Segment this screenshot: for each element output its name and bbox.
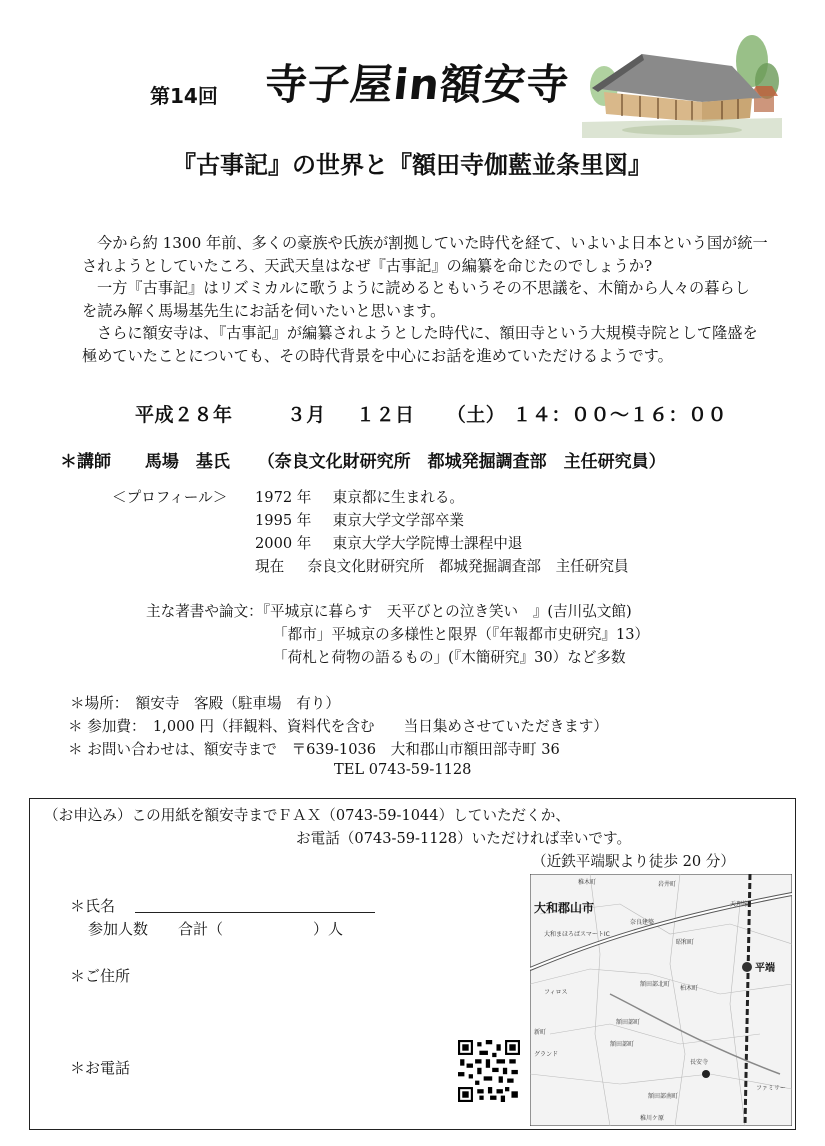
map-place-label: 額田部南町 (648, 1093, 679, 1100)
qr-code[interactable] (458, 1040, 520, 1102)
map-place-label: 長安寺 (690, 1059, 709, 1066)
map-place-label: 額田部北町 (640, 981, 671, 988)
fee-info: ＊ 参加費： 1,000 円（拝観料、資料代を含む 当日集めさせていただきます） (68, 718, 608, 735)
profile-row (255, 486, 464, 507)
page-title: 寺子屋in額安寺 (262, 60, 572, 109)
map-city-label: 大和郡山市 (534, 901, 595, 915)
contact-info: ＊ お問い合わせは、額安寺まで 〒639-1036 大和郡山市額田部寺町 36 (68, 741, 560, 758)
subtitle: 『古事記』の世界と『額田寺伽藍並条里図』 (172, 151, 652, 179)
work-item: 「荷札と荷物の語るもの」(『木簡研究』30）など多数 (273, 649, 626, 666)
work-item: 「都市」平城京の多様性と限界（『年報都市史研究』13） (273, 626, 650, 643)
profile-text: 奈良文化財研究所 都城発掘調査部 主任研究員 (307, 558, 629, 575)
date-weekday: （土） (446, 404, 506, 426)
map-place-label: 新町 (534, 1029, 547, 1036)
profile-text: 東京都に生まれる。 (332, 489, 465, 506)
intro-p3-line1: さらに額安寺は、『古事記』が編纂されようとした時代に、額田寺という大規模寺院として隆盛を (97, 324, 758, 342)
map-place-label: 稚木町 (578, 879, 597, 886)
intro-p2-line2: を読み解く馬場基先生にお話を伺いたいと思います。 (82, 301, 446, 320)
map-place-label: 天理線 (730, 901, 749, 908)
map-place-label: グランド (534, 1051, 559, 1058)
date-month: ３月 (286, 404, 326, 426)
lecturer-affiliation: （奈良文化財研究所 都城発掘調査部 主任研究員） (257, 452, 666, 472)
edition-label: 第14回 (150, 84, 218, 108)
intro-p1-line2: されようとしていたころ、天武天皇はなぜ『古事記』の編纂を命じたのでしょうか? (82, 256, 653, 275)
intro-p3-line2: 極めていたことについても、その時代背景を中心にお話を進めていただけるようです。 (82, 346, 673, 365)
map-place-label: 稚川ケ原 (640, 1115, 665, 1122)
phone-label: ＊お電話 (70, 1059, 131, 1077)
map-place-label: 昭和町 (676, 939, 695, 946)
map-place-label: フィロス (544, 989, 568, 996)
map-place-label: 岩井町 (658, 881, 677, 888)
intro-paragraph-1 (82, 232, 794, 277)
form-instruction-1: （お申込み）この用紙を額安寺までＦＡＸ（0743-59-1044）していただくか、 (44, 807, 570, 824)
temple-illustration (582, 26, 782, 138)
address-label: ＊ご住所 (70, 967, 131, 985)
profile-year: 1972 年 (255, 489, 312, 506)
temple-marker-icon (702, 1070, 710, 1078)
map-place-label: 額田部町 (610, 1041, 635, 1048)
event-date (135, 400, 727, 427)
works-label: 主な著書や論文： (146, 603, 263, 620)
profile-row (255, 532, 522, 553)
map-place-label: 奈良建築 (630, 919, 655, 926)
map-place-label: 額田部町 (616, 1019, 641, 1026)
map-station-label: 平端 (755, 963, 775, 974)
place-info: ＊場所： 額安寺 客殿（駐車場 有り） (70, 695, 340, 712)
station-marker (742, 962, 752, 972)
work-item: 『平城京に暮らす 天平びとの泣き笑い 』(吉川弘文館) (262, 603, 632, 620)
participant-count-label: 参加人数 合計（ ）人 (88, 920, 344, 938)
date-era: 平成２８年 (135, 404, 233, 426)
profile-year: 1995 年 (255, 512, 312, 529)
profile-row (255, 509, 464, 530)
access-note: （近鉄平端駅より徒歩 20 分） (532, 853, 735, 870)
date-day: １２日 (356, 404, 415, 426)
intro-p1-line1: 今から約 1300 年前、多くの豪族や氏族が割拠していた時代を経て、いよいよ日本という国が統一 (97, 234, 768, 252)
map-place-label: ファミリー (756, 1085, 786, 1092)
form-instruction-2: お電話（0743-59-1128）いただければ幸いです。 (296, 830, 632, 847)
profile-year: 現在 (255, 558, 285, 575)
intro-paragraph-3 (82, 322, 794, 367)
profile-year: 2000 年 (255, 535, 312, 552)
works-line-1 (146, 600, 632, 621)
map-place-label: 柏木町 (680, 985, 699, 992)
intro-p2-line1: 一方『古事記』はリズミカルに歌うように読めるともいうその不思議を、木簡から人々の暮らし (97, 279, 750, 297)
profile-text: 東京大学文学部卒業 (332, 512, 465, 529)
map-place-label: 大和まほろばスマートIC (544, 931, 610, 938)
lecturer-line (60, 447, 666, 472)
name-input-line[interactable] (135, 912, 375, 913)
event-time: １４：００〜１６：００ (512, 404, 727, 426)
lecturer-name: 馬場 基氏 (144, 452, 230, 472)
profile-text: 東京大学大学院博士課程中退 (332, 535, 523, 552)
access-map[interactable] (530, 874, 792, 1126)
intro-paragraph-2 (82, 277, 794, 322)
contact-tel: TEL 0743-59-1128 (334, 761, 472, 778)
name-label: ＊氏名 (70, 897, 116, 915)
profile-row (255, 555, 629, 576)
profile-label: ＜プロフィール＞ (112, 489, 228, 506)
lecturer-label: ＊講師 (60, 452, 111, 472)
